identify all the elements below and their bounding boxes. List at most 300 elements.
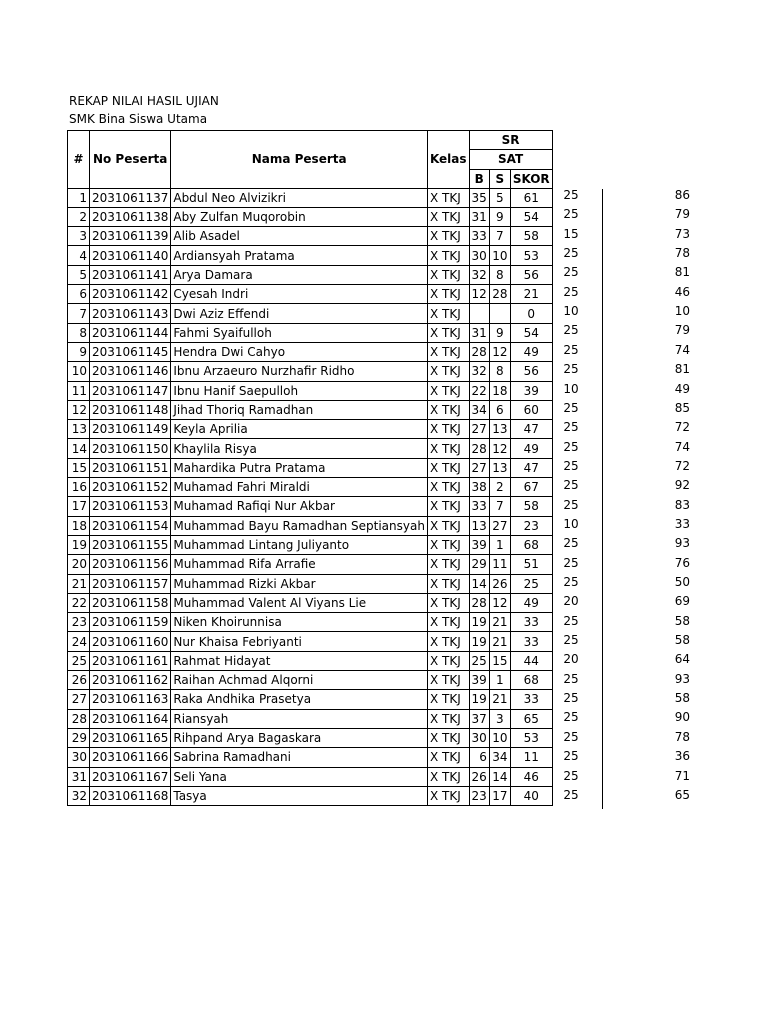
kelas-cell: X TKJ (427, 227, 469, 246)
kelas-cell: X TKJ (427, 671, 469, 690)
table-row (68, 439, 553, 458)
no-peserta-cell: 2031061157 (90, 574, 171, 593)
b-cell: 31 (469, 323, 489, 342)
b-cell: 27 (469, 458, 489, 477)
extra-value-2: 86 (674, 188, 690, 202)
table-row (68, 362, 553, 381)
extra-value-2: 58 (674, 613, 690, 628)
nama-peserta-cell: Dwi Aziz Effendi (171, 304, 428, 323)
b-cell: 19 (469, 613, 489, 632)
extra-row (552, 749, 692, 767)
nama-peserta-cell: Raihan Achmad Alqorni (171, 671, 428, 690)
s-cell: 11 (489, 555, 510, 574)
extra-value-2: 74 (674, 439, 690, 454)
extra-row (552, 343, 692, 361)
b-cell: 39 (469, 671, 489, 690)
row-number: 24 (68, 632, 90, 651)
no-peserta-cell: 2031061150 (90, 439, 171, 458)
kelas-cell: X TKJ (427, 420, 469, 439)
school-name: SMK Bina Siswa Utama (69, 112, 208, 126)
b-cell: 32 (469, 362, 489, 381)
table-row (68, 323, 553, 342)
row-number: 20 (68, 555, 90, 574)
skor-cell: 33 (510, 690, 552, 709)
skor-cell: 47 (510, 458, 552, 477)
row-number: 1 (68, 188, 90, 207)
kelas-cell: X TKJ (427, 265, 469, 284)
table-row (68, 478, 553, 497)
extra-row (552, 730, 692, 748)
no-peserta-cell: 2031061141 (90, 265, 171, 284)
s-cell: 17 (489, 786, 510, 805)
no-peserta-cell: 2031061138 (90, 207, 171, 226)
extra-value-2: 83 (674, 497, 690, 512)
b-cell: 33 (469, 497, 489, 516)
s-cell: 2 (489, 478, 510, 497)
row-number: 23 (68, 613, 90, 632)
row-number: 14 (68, 439, 90, 458)
extra-value-1: 25 (563, 749, 579, 764)
kelas-cell: X TKJ (427, 555, 469, 574)
extra-row (552, 614, 692, 632)
no-peserta-cell: 2031061137 (90, 188, 171, 207)
extra-value-2: 81 (674, 265, 690, 280)
b-cell: 29 (469, 555, 489, 574)
extra-value-2: 92 (674, 478, 690, 493)
row-number: 11 (68, 381, 90, 400)
table-row (68, 188, 553, 207)
skor-cell: 53 (510, 728, 552, 747)
extra-row (552, 459, 692, 477)
extra-value-1: 25 (563, 420, 579, 435)
extra-value-1: 25 (563, 613, 579, 628)
kelas-cell: X TKJ (427, 709, 469, 728)
extra-value-1: 20 (563, 594, 579, 609)
skor-cell: 54 (510, 323, 552, 342)
nama-peserta-cell: Muhamad Fahri Miraldi (171, 478, 428, 497)
extra-row (552, 633, 692, 651)
extra-value-2: 79 (674, 207, 690, 222)
skor-cell: 11 (510, 748, 552, 767)
no-peserta-cell: 2031061152 (90, 478, 171, 497)
skor-cell: 61 (510, 188, 552, 207)
s-cell: 21 (489, 690, 510, 709)
no-peserta-cell: 2031061155 (90, 535, 171, 554)
b-cell: 13 (469, 516, 489, 535)
extra-value-2: 74 (674, 342, 690, 357)
extra-value-2: 78 (674, 246, 690, 261)
b-cell: 14 (469, 574, 489, 593)
skor-cell: 40 (510, 786, 552, 805)
skor-cell: 56 (510, 362, 552, 381)
extra-row (552, 556, 692, 574)
extra-value-1: 10 (563, 304, 579, 319)
s-cell: 34 (489, 748, 510, 767)
s-cell: 5 (489, 188, 510, 207)
nama-peserta-cell: Raka Andhika Prasetya (171, 690, 428, 709)
skor-cell: 60 (510, 400, 552, 419)
no-peserta-cell: 2031061145 (90, 342, 171, 361)
kelas-cell: X TKJ (427, 381, 469, 400)
kelas-cell: X TKJ (427, 400, 469, 419)
no-peserta-cell: 2031061139 (90, 227, 171, 246)
extra-row (552, 401, 692, 419)
column-divider (602, 189, 603, 809)
extra-value-2: 76 (674, 555, 690, 570)
extra-row (552, 227, 692, 245)
extra-value-2: 72 (674, 420, 690, 435)
skor-cell: 49 (510, 593, 552, 612)
no-peserta-cell: 2031061147 (90, 381, 171, 400)
extra-row (552, 265, 692, 283)
table-row (68, 690, 553, 709)
kelas-cell: X TKJ (427, 613, 469, 632)
extra-row (552, 207, 692, 225)
no-peserta-cell: 2031061156 (90, 555, 171, 574)
table-row (68, 497, 553, 516)
s-cell: 21 (489, 632, 510, 651)
kelas-cell: X TKJ (427, 786, 469, 805)
extra-value-2: 93 (674, 536, 690, 551)
skor-cell: 51 (510, 555, 552, 574)
b-cell: 19 (469, 632, 489, 651)
b-cell: 28 (469, 593, 489, 612)
extra-value-1: 25 (563, 671, 579, 686)
extra-row (552, 594, 692, 612)
no-peserta-cell: 2031061168 (90, 786, 171, 805)
s-cell: 12 (489, 439, 510, 458)
row-number: 19 (68, 535, 90, 554)
kelas-cell: X TKJ (427, 439, 469, 458)
skor-cell: 21 (510, 285, 552, 304)
b-cell: 28 (469, 439, 489, 458)
extra-row (552, 517, 692, 535)
skor-cell: 68 (510, 535, 552, 554)
kelas-cell: X TKJ (427, 535, 469, 554)
row-number: 28 (68, 709, 90, 728)
nama-peserta-cell: Muhamad Rafiqi Nur Akbar (171, 497, 428, 516)
nama-peserta-cell: Jihad Thoriq Ramadhan (171, 400, 428, 419)
table-row (68, 381, 553, 400)
b-cell: 25 (469, 651, 489, 670)
table-row (68, 227, 553, 246)
extra-value-2: 65 (674, 787, 690, 802)
extra-value-2: 90 (674, 710, 690, 725)
s-cell: 6 (489, 400, 510, 419)
nama-peserta-cell: Muhammad Rifa Arrafie (171, 555, 428, 574)
extra-row (552, 575, 692, 593)
table-row (68, 342, 553, 361)
nama-peserta-cell: Hendra Dwi Cahyo (171, 342, 428, 361)
extra-row (552, 498, 692, 516)
kelas-cell: X TKJ (427, 748, 469, 767)
b-cell: 28 (469, 342, 489, 361)
extra-value-1: 25 (563, 207, 579, 222)
nama-peserta-cell: Rahmat Hidayat (171, 651, 428, 670)
no-peserta-cell: 2031061163 (90, 690, 171, 709)
extra-value-1: 25 (563, 400, 579, 415)
row-number: 27 (68, 690, 90, 709)
s-cell: 1 (489, 671, 510, 690)
s-cell (489, 304, 510, 323)
extra-value-1: 25 (563, 284, 579, 299)
s-cell: 10 (489, 246, 510, 265)
b-cell (469, 304, 489, 323)
header-skor: SKOR (510, 169, 552, 188)
header-s: S (489, 169, 510, 188)
no-peserta-cell: 2031061161 (90, 651, 171, 670)
kelas-cell: X TKJ (427, 458, 469, 477)
table-row (68, 748, 553, 767)
no-peserta-cell: 2031061167 (90, 767, 171, 786)
table-row (68, 516, 553, 535)
extra-row (552, 285, 692, 303)
extra-value-2: 81 (674, 362, 690, 377)
extra-value-2: 73 (674, 226, 690, 241)
no-peserta-cell: 2031061158 (90, 593, 171, 612)
row-number: 2 (68, 207, 90, 226)
skor-cell: 67 (510, 478, 552, 497)
table-row (68, 304, 553, 323)
extra-value-1: 25 (563, 691, 579, 706)
no-peserta-cell: 2031061143 (90, 304, 171, 323)
nama-peserta-cell: Ardiansyah Pratama (171, 246, 428, 265)
b-cell: 27 (469, 420, 489, 439)
table-row (68, 671, 553, 690)
no-peserta-cell: 2031061146 (90, 362, 171, 381)
extra-value-1: 15 (563, 226, 579, 241)
extra-value-1: 25 (563, 265, 579, 280)
extra-row (552, 769, 692, 787)
row-number: 10 (68, 362, 90, 381)
skor-cell: 49 (510, 342, 552, 361)
nama-peserta-cell: Rihpand Arya Bagaskara (171, 728, 428, 747)
extra-row (552, 440, 692, 458)
kelas-cell: X TKJ (427, 574, 469, 593)
kelas-cell: X TKJ (427, 188, 469, 207)
no-peserta-cell: 2031061148 (90, 400, 171, 419)
kelas-cell: X TKJ (427, 651, 469, 670)
nama-peserta-cell: Muhammad Valent Al Viyans Lie (171, 593, 428, 612)
extra-value-1: 25 (563, 787, 579, 802)
row-number: 3 (68, 227, 90, 246)
skor-cell: 53 (510, 246, 552, 265)
kelas-cell: X TKJ (427, 246, 469, 265)
s-cell: 9 (489, 323, 510, 342)
table-row (68, 555, 553, 574)
nama-peserta-cell: Abdul Neo Alvizikri (171, 188, 428, 207)
extra-row (552, 710, 692, 728)
header-sat: SAT (469, 150, 552, 169)
header-nama-peserta: Nama Peserta (171, 131, 428, 189)
row-number: 25 (68, 651, 90, 670)
skor-cell: 0 (510, 304, 552, 323)
row-number: 8 (68, 323, 90, 342)
extra-value-1: 20 (563, 652, 579, 667)
row-number: 22 (68, 593, 90, 612)
table-row (68, 400, 553, 419)
row-number: 30 (68, 748, 90, 767)
extra-value-2: 79 (674, 323, 690, 338)
s-cell: 18 (489, 381, 510, 400)
nama-peserta-cell: Cyesah Indri (171, 285, 428, 304)
row-number: 7 (68, 304, 90, 323)
table-row (68, 651, 553, 670)
skor-cell: 39 (510, 381, 552, 400)
extra-value-1: 25 (563, 575, 579, 589)
nama-peserta-cell: Khaylila Risya (171, 439, 428, 458)
nama-peserta-cell: Ibnu Arzaeuro Nurzhafir Ridho (171, 362, 428, 381)
extra-value-1: 10 (563, 381, 579, 396)
header-sr: SR (469, 131, 552, 150)
extra-value-2: 10 (674, 304, 690, 319)
extra-value-2: 49 (674, 381, 690, 396)
row-number: 13 (68, 420, 90, 439)
row-number: 16 (68, 478, 90, 497)
extra-row (552, 478, 692, 496)
extra-value-2: 85 (674, 400, 690, 415)
extra-row (552, 536, 692, 554)
skor-cell: 58 (510, 227, 552, 246)
score-table (67, 130, 553, 806)
nama-peserta-cell: Seli Yana (171, 767, 428, 786)
extra-value-2: 33 (674, 516, 690, 531)
s-cell: 10 (489, 728, 510, 747)
s-cell: 21 (489, 613, 510, 632)
extra-value-2: 69 (674, 594, 690, 609)
kelas-cell: X TKJ (427, 632, 469, 651)
b-cell: 32 (469, 265, 489, 284)
row-number: 12 (68, 400, 90, 419)
skor-cell: 49 (510, 439, 552, 458)
nama-peserta-cell: Alib Asadel (171, 227, 428, 246)
b-cell: 12 (469, 285, 489, 304)
skor-cell: 54 (510, 207, 552, 226)
s-cell: 26 (489, 574, 510, 593)
no-peserta-cell: 2031061162 (90, 671, 171, 690)
b-cell: 26 (469, 767, 489, 786)
b-cell: 22 (469, 381, 489, 400)
extra-row (552, 788, 692, 806)
header-number: # (68, 131, 90, 189)
kelas-cell: X TKJ (427, 362, 469, 381)
extra-row (552, 652, 692, 670)
extra-value-2: 58 (674, 633, 690, 648)
row-number: 5 (68, 265, 90, 284)
s-cell: 27 (489, 516, 510, 535)
nama-peserta-cell: Aby Zulfan Muqorobin (171, 207, 428, 226)
row-number: 29 (68, 728, 90, 747)
s-cell: 13 (489, 420, 510, 439)
extra-value-2: 78 (674, 729, 690, 744)
s-cell: 3 (489, 709, 510, 728)
nama-peserta-cell: Nur Khaisa Febriyanti (171, 632, 428, 651)
nama-peserta-cell: Arya Damara (171, 265, 428, 284)
table-row (68, 767, 553, 786)
table-row (68, 535, 553, 554)
extra-value-1: 25 (563, 439, 579, 454)
skor-cell: 25 (510, 574, 552, 593)
row-number: 18 (68, 516, 90, 535)
nama-peserta-cell: Riansyah (171, 709, 428, 728)
skor-cell: 23 (510, 516, 552, 535)
kelas-cell: X TKJ (427, 593, 469, 612)
row-number: 32 (68, 786, 90, 805)
extra-value-2: 58 (674, 691, 690, 706)
extra-value-1: 25 (563, 246, 579, 261)
no-peserta-cell: 2031061165 (90, 728, 171, 747)
kelas-cell: X TKJ (427, 342, 469, 361)
s-cell: 8 (489, 362, 510, 381)
s-cell: 13 (489, 458, 510, 477)
s-cell: 14 (489, 767, 510, 786)
nama-peserta-cell: Fahmi Syaifulloh (171, 323, 428, 342)
s-cell: 12 (489, 593, 510, 612)
nama-peserta-cell: Muhammad Rizki Akbar (171, 574, 428, 593)
no-peserta-cell: 2031061140 (90, 246, 171, 265)
extra-value-1: 25 (563, 342, 579, 357)
kelas-cell: X TKJ (427, 728, 469, 747)
kelas-cell: X TKJ (427, 767, 469, 786)
table-row (68, 574, 553, 593)
nama-peserta-cell: Tasya (171, 786, 428, 805)
table-row (68, 207, 553, 226)
extra-row (552, 382, 692, 400)
s-cell: 15 (489, 651, 510, 670)
kelas-cell: X TKJ (427, 497, 469, 516)
extra-value-1: 25 (563, 536, 579, 551)
row-number: 6 (68, 285, 90, 304)
table-row (68, 728, 553, 747)
skor-cell: 33 (510, 632, 552, 651)
b-cell: 34 (469, 400, 489, 419)
row-number: 21 (68, 574, 90, 593)
row-number: 15 (68, 458, 90, 477)
nama-peserta-cell: Keyla Aprilia (171, 420, 428, 439)
extra-row (552, 691, 692, 709)
no-peserta-cell: 2031061166 (90, 748, 171, 767)
table-row (68, 632, 553, 651)
header-b: B (469, 169, 489, 188)
extra-value-1: 25 (563, 729, 579, 744)
table-row (68, 285, 553, 304)
table-row (68, 593, 553, 612)
table-row (68, 613, 553, 632)
kelas-cell: X TKJ (427, 516, 469, 535)
no-peserta-cell: 2031061154 (90, 516, 171, 535)
extra-value-1: 25 (563, 710, 579, 725)
extra-row (552, 188, 692, 206)
extra-row (552, 420, 692, 438)
table-row (68, 246, 553, 265)
b-cell: 37 (469, 709, 489, 728)
nama-peserta-cell: Muhammad Lintang Juliyanto (171, 535, 428, 554)
extra-value-1: 25 (563, 555, 579, 570)
table-row (68, 265, 553, 284)
no-peserta-cell: 2031061164 (90, 709, 171, 728)
row-number: 4 (68, 246, 90, 265)
extra-value-2: 72 (674, 458, 690, 473)
s-cell: 7 (489, 497, 510, 516)
nama-peserta-cell: Sabrina Ramadhani (171, 748, 428, 767)
b-cell: 19 (469, 690, 489, 709)
b-cell: 30 (469, 246, 489, 265)
skor-cell: 68 (510, 671, 552, 690)
extra-value-1: 25 (563, 362, 579, 377)
s-cell: 1 (489, 535, 510, 554)
extra-value-2: 71 (674, 768, 690, 783)
b-cell: 31 (469, 207, 489, 226)
